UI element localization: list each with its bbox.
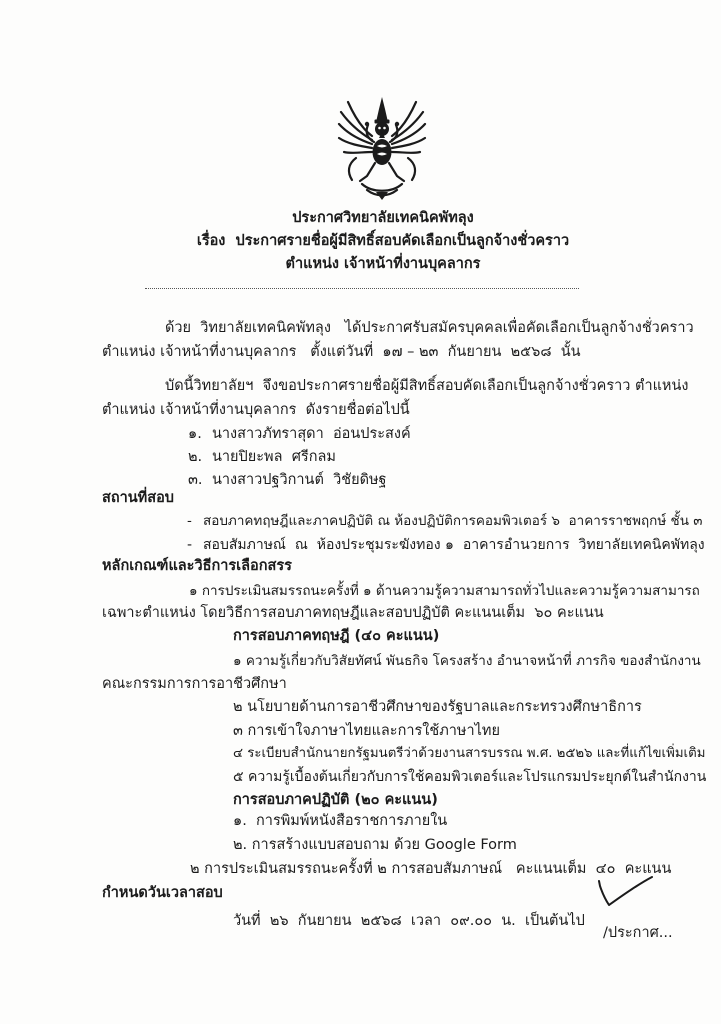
announcement-position: ตำแหน่ง เจ้าหน้าที่งานบุคลากร: [285, 256, 481, 272]
criteria-round1-line-2: เฉพาะตำแหน่ง โดยวิธีการสอบภาคทฤษฎีและสอบปฏิบัติ คะแนนเต็ม ๖๐ คะแนน: [102, 605, 604, 621]
intro-line-1: ด้วย วิทยาลัยเทคนิคพัทลุง ได้ประกาศรับสมัครบุคคลเพื่อคัดเลือกเป็นลูกจ้างชั่วคราว: [165, 320, 694, 336]
practical-item: ๒. การสร้างแบบสอบถาม ด้วย Google Form: [233, 837, 517, 853]
candidate-number: ๑.: [188, 426, 202, 442]
subject-label: เรื่อง: [196, 233, 226, 249]
candidate-name: นางสาวปฐวิกานต์ วิชัยดิษฐ: [212, 472, 387, 488]
criteria-heading: หลักเกณฑ์และวิธีการเลือกสรร: [102, 558, 292, 574]
bullet: -: [187, 537, 193, 553]
candidate-number: ๒.: [188, 449, 203, 465]
announcement-subject: [83, 230, 683, 252]
venue-item: [187, 510, 702, 532]
garuda-emblem: [336, 96, 428, 200]
bullet: -: [187, 513, 192, 529]
venue-item: [187, 534, 705, 556]
practical-item: ๑. การพิมพ์หนังสือราชการภายใน: [233, 813, 448, 829]
announcement-title: ประกาศวิทยาลัยเทคนิคพัทลุง: [292, 210, 474, 226]
list-item: [188, 423, 411, 445]
announcement-line-1: บัดนี้วิทยาลัยฯ จึงขอประกาศรายชื่อผู้มีสิทธิ์สอบคัดเลือกเป็นลูกจ้างชั่วคราว ตำแหน่ง: [165, 378, 689, 394]
title-separator: [145, 288, 579, 289]
list-item: [188, 469, 387, 491]
theory-item: ๕ ความรู้เบื้องต้นเกี่ยวกับการใช้คอมพิวเตอร์และโปรแกรมประยุกต์ในสำนักงาน: [233, 769, 707, 785]
signature-mark: [594, 872, 656, 910]
theory-item: ๒ นโยบายด้านการอาชีวศึกษาของรัฐบาลและกระทรวงศึกษาธิการ: [233, 699, 642, 715]
schedule-datetime: วันที่ ๒๖ กันยายน ๒๕๖๘ เวลา ๐๙.๐๐ น. เป็นต้นไป: [233, 913, 585, 929]
candidate-name: นางสาวภัทราสุดา อ่อนประสงค์: [212, 426, 411, 442]
practical-heading: การสอบภาคปฏิบัติ (๒๐ คะแนน): [233, 792, 438, 808]
intro-line-2: ตำแหน่ง เจ้าหน้าที่งานบุคลากร ตั้งแต่วันที่ ๑๗ – ๒๓ กันยายน ๒๕๖๘ นั้น: [102, 344, 581, 360]
venue-text: สอบภาคทฤษฎีและภาคปฏิบัติ ณ ห้องปฏิบัติการคอมพิวเตอร์ ๖ อาคารราชพฤกษ์ ชั้น ๓: [203, 513, 703, 529]
venue-text: สอบสัมภาษณ์ ณ ห้องประชุมระฆังทอง ๑ อาคารอำนวยการ วิทยาลัยเทคนิคพัทลุง: [203, 537, 705, 553]
theory-heading: การสอบภาคทฤษฎี (๔๐ คะแนน): [233, 628, 440, 644]
theory-item: ๑ ความรู้เกี่ยวกับวิสัยทัศน์ พันธกิจ โครงสร้าง อำนาจหน้าที่ ภารกิจ ของสำนักงาน: [233, 653, 701, 669]
theory-item: ๓ การเข้าใจภาษาไทยและการใช้ภาษาไทย: [233, 723, 500, 739]
venue-heading: สถานที่สอบ: [102, 490, 175, 506]
list-item: [188, 446, 336, 468]
candidate-number: ๓.: [188, 472, 203, 488]
theory-item: ๔ ระเบียบสำนักนายกรัฐมนตรีว่าด้วยงานสารบรรณ พ.ศ. ๒๕๒๖ และที่แก้ไขเพิ่มเติม: [233, 746, 706, 761]
continued-marker: /ประกาศ...: [603, 925, 673, 941]
candidate-name: นายปิยะพล ศรีกลม: [212, 449, 336, 465]
criteria-round1-line-1: ๑ การประเมินสมรรถนะครั้งที่ ๑ ด้านความรู้ความสามารถทั่วไปและความรู้ความสามารถ: [189, 583, 700, 599]
schedule-heading: กำหนดวันเวลาสอบ: [102, 885, 223, 901]
criteria-round2: ๒ การประเมินสมรรถนะครั้งที่ ๒ การสอบสัมภาษณ์ คะแนนเต็ม ๔๐ คะแนน: [190, 861, 672, 877]
subject-text: ประกาศรายชื่อผู้มีสิทธิ์สอบคัดเลือกเป็นลูกจ้างชั่วคราว: [235, 233, 570, 249]
announcement-line-2: ตำแหน่ง เจ้าหน้าที่งานบุคลากร ดังรายชื่อต่อไปนี้: [102, 402, 410, 418]
theory-item-continued: คณะกรรมการการอาชีวศึกษา: [102, 676, 287, 692]
